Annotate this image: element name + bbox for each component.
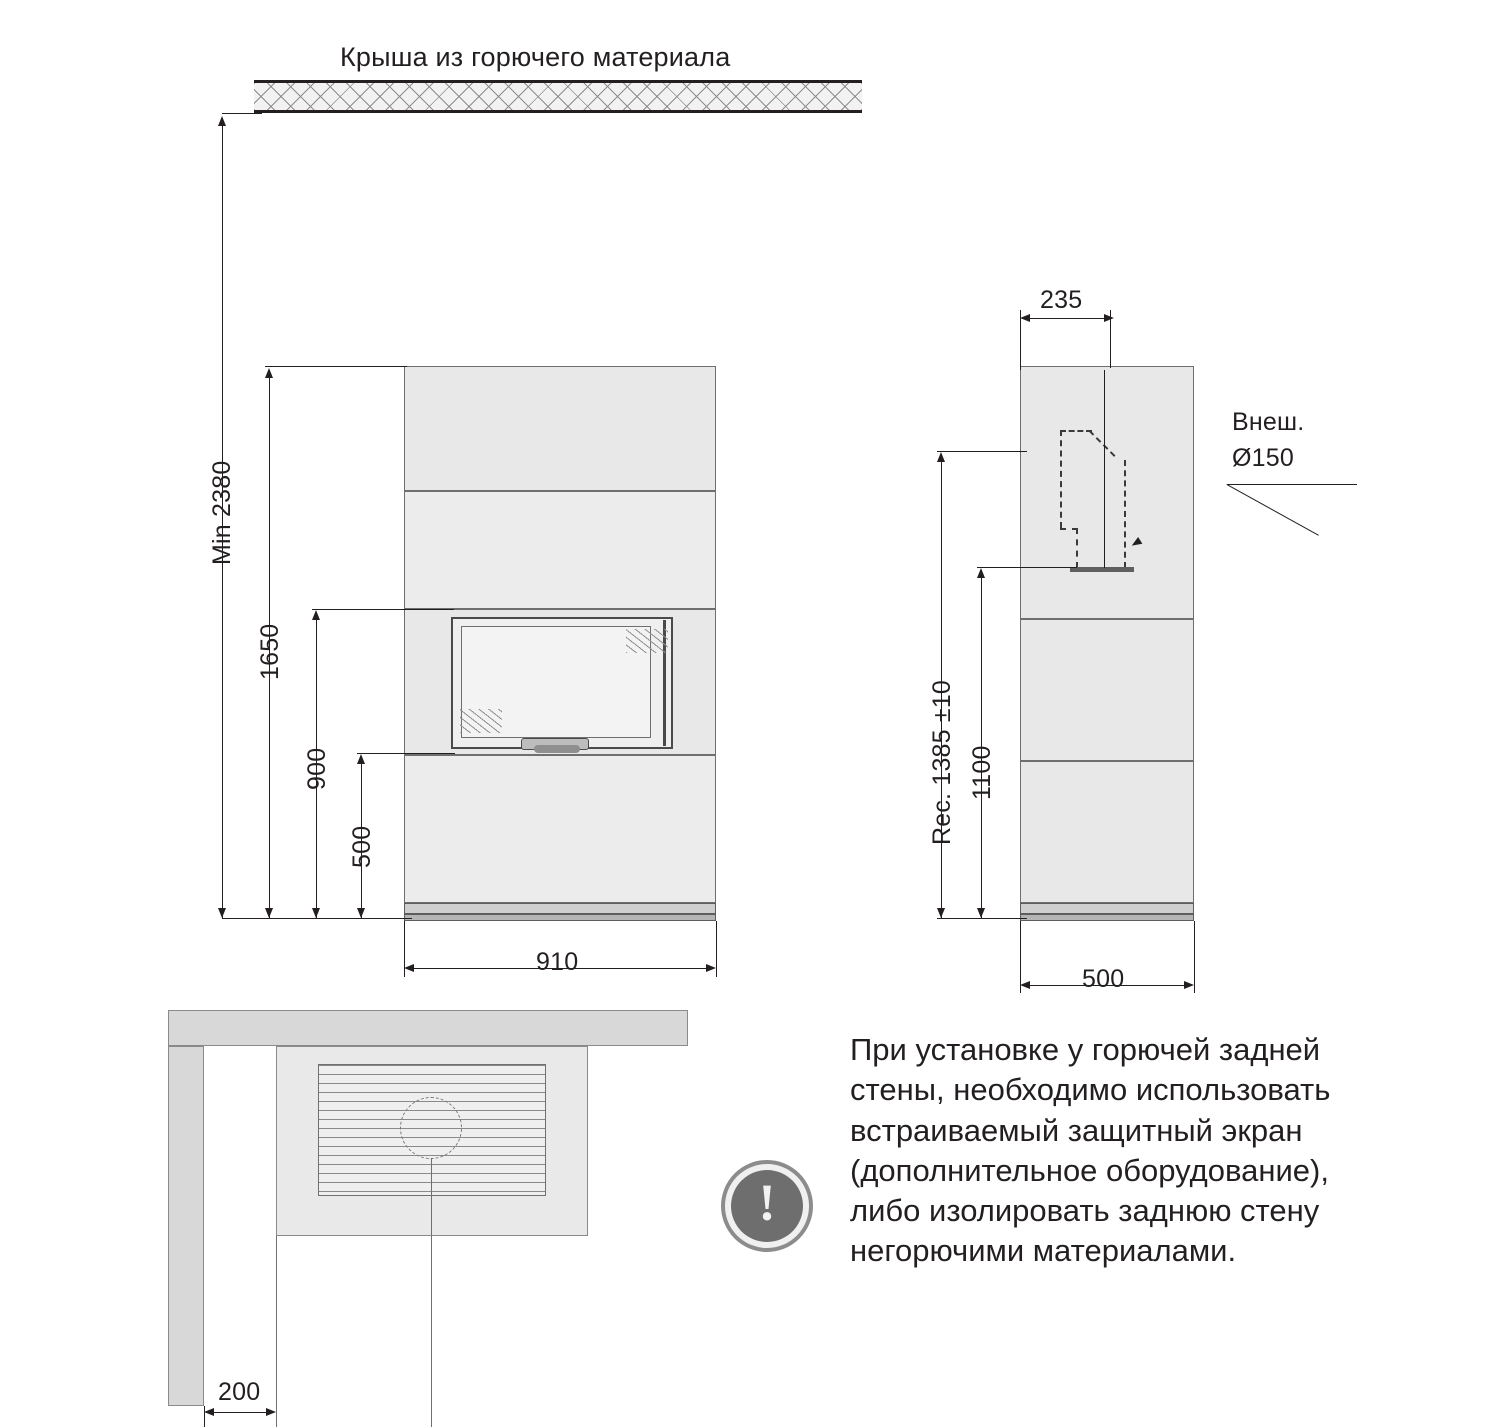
glass-reflection-bottom (460, 709, 502, 733)
flue-dashed-bottom (1060, 528, 1078, 530)
dim-2380-arrow-top (218, 116, 226, 126)
dim-2380-arrow-bottom (218, 908, 226, 918)
dim-1100-ext-top (977, 567, 1077, 568)
dim-235-ext-right (1110, 310, 1111, 368)
dim-1100-arrow-top (977, 568, 985, 578)
flue-dashed-left-upper (1060, 430, 1062, 528)
stove-front-bottom-block (404, 755, 716, 903)
stove-front-top-block (404, 366, 716, 491)
dim-1385-arrow-top (937, 452, 945, 462)
dim-200-ext-left (204, 1406, 205, 1427)
dim-235-ext-left (1020, 310, 1021, 370)
flue-dashed-left-lower (1076, 528, 1078, 568)
flue-dashed-right (1124, 460, 1126, 568)
dim-label-235: 235 (1040, 286, 1083, 314)
dim-900-arrow-top (312, 610, 320, 620)
dim-label-200: 200 (218, 1378, 261, 1406)
dim-label-min-2380: Min 2380 (208, 460, 236, 565)
stove-front-plinth-shadow (404, 914, 716, 921)
dim-910-arrow-right (706, 964, 716, 972)
dim-1650-ext-top (265, 366, 407, 367)
door-handle-grip (534, 745, 580, 753)
flue-label-leader-diagonal (1227, 484, 1319, 536)
dim-200-arrow-right (266, 1408, 276, 1416)
dim-500-arrow-bottom (357, 908, 365, 918)
dim-1650-arrow-top (265, 368, 273, 378)
dim-910-arrow-left (404, 964, 414, 972)
dim-1385-ext-top (937, 451, 1027, 452)
dim-1385-ext-bottom (937, 918, 1027, 919)
dim-2380-ext-bottom (222, 918, 412, 919)
dim-500-depth-arrow-right (1184, 981, 1194, 989)
dim-label-1650: 1650 (256, 623, 284, 680)
dim-900-arrow-bottom (312, 908, 320, 918)
stove-front-plinth (404, 903, 716, 914)
flue-label-line2: Ø150 (1232, 444, 1294, 472)
dim-2380-ext-top (222, 113, 262, 114)
dim-500-depth-ext-left (1020, 921, 1021, 993)
stove-side-mid-block (1020, 619, 1194, 761)
roof-label: Крыша из горючего материала (340, 42, 731, 72)
flue-label-leader-horizontal (1227, 484, 1357, 485)
combustible-roof-hatch (254, 80, 862, 113)
warning-text: При установке у горючей задней стены, необходимо использовать встраиваемый защитный экран (дополнительное оборудование), либо изолировать заднюю стену негорючими материалами. (850, 1032, 1331, 1269)
plan-back-wall (168, 1010, 688, 1046)
dim-200-line (210, 1412, 270, 1413)
stove-front-second-block (404, 491, 716, 609)
dim-label-500: 500 (348, 825, 376, 868)
stove-side-plinth-shadow (1020, 914, 1194, 921)
flue-outlet-collar (1070, 567, 1134, 572)
dim-235-arrow-right (1104, 314, 1114, 322)
dim-label-500-depth: 500 (1082, 965, 1125, 993)
dim-1385-arrow-bottom (937, 908, 945, 918)
dim-label-900: 900 (303, 747, 331, 790)
dim-label-rec-1385: Rec. 1385 ±10 (928, 679, 956, 845)
stove-side-bottom-block (1020, 761, 1194, 903)
stove-side-top-block (1020, 366, 1194, 619)
plan-side-wall (168, 1046, 204, 1406)
dim-500-depth-arrow-left (1020, 981, 1030, 989)
dim-label-910: 910 (536, 948, 579, 976)
dim-900-ext-top (312, 609, 454, 610)
dim-500-depth-ext-right (1194, 921, 1195, 993)
dim-235-arrow-left (1020, 314, 1030, 322)
dim-1650-arrow-bottom (265, 908, 273, 918)
flue-label-line1: Внеш. (1232, 408, 1305, 436)
dim-200-arrow-left (204, 1408, 214, 1416)
dim-1100-arrow-bottom (977, 908, 985, 918)
flue-centre-line (1104, 370, 1105, 568)
glass-reflection-top (626, 629, 668, 653)
plan-flue-circle (400, 1097, 462, 1159)
dim-500-ext-top (357, 753, 455, 754)
dim-910-ext-right (716, 921, 717, 977)
warning-icon (721, 1160, 813, 1252)
dim-label-1100: 1100 (968, 745, 996, 800)
plan-stove-left-extension (276, 1236, 277, 1427)
dim-500-arrow-top (357, 754, 365, 764)
stove-side-plinth (1020, 903, 1194, 914)
plan-centre-line (431, 1159, 432, 1427)
dim-235-line (1026, 318, 1110, 319)
exclamation-mark-icon: ! (731, 1170, 803, 1242)
dim-910-ext-left (404, 921, 405, 977)
